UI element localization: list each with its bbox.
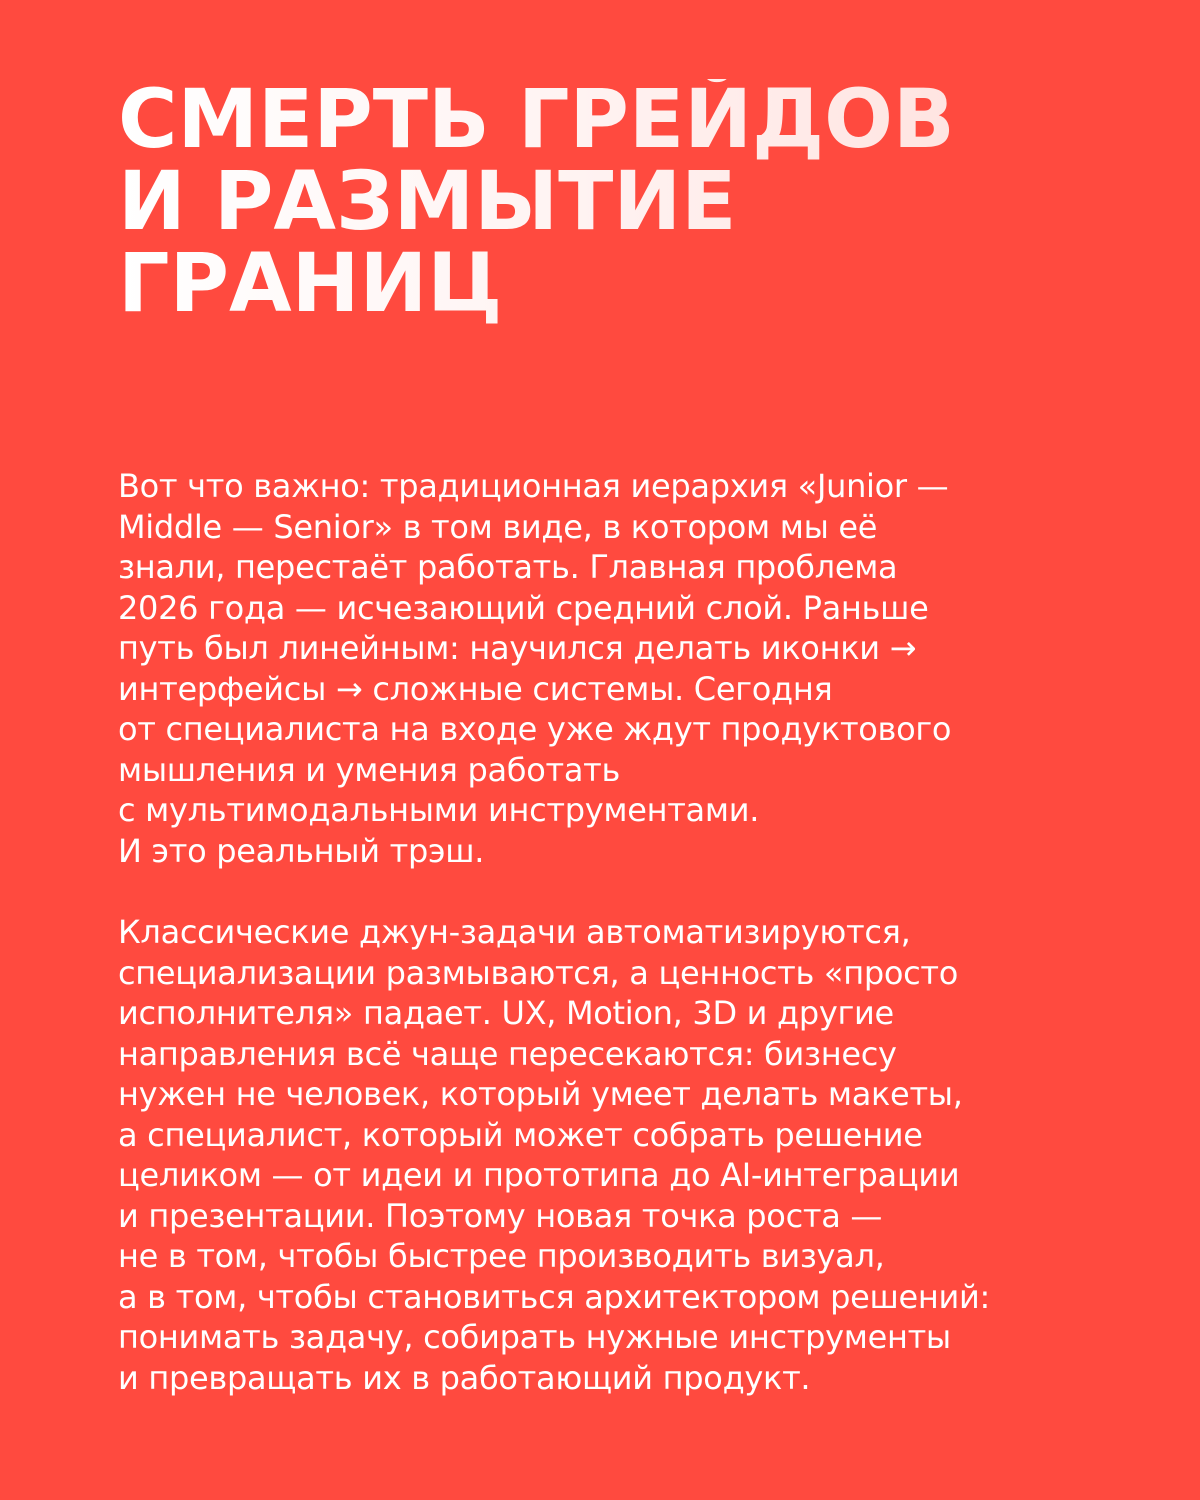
text-line: Middle — Senior» в том виде, в котором мы её — [118, 507, 878, 546]
text-line: и презентации. Поэтому новая точка роста — — [118, 1196, 883, 1235]
text-line: исполнителя» падает. UX, Motion, 3D и другие — [118, 994, 894, 1032]
text-line: направления всё чаще пересекаются: бизнесу — [118, 1034, 897, 1073]
text-line: с мультимодальными инструментами. — [118, 791, 760, 829]
text-line: 2026 года — исчезающий средний слой. Раньше — [118, 588, 929, 627]
text-line: знали, перестаёт работать. Главная проблема — [118, 548, 898, 586]
title-line: СМЕРТЬ ГРЕЙДОВ — [118, 73, 955, 167]
paragraph-2 — [118, 912, 1128, 1398]
text-line: интерфейсы → сложные системы. Сегодня — [118, 669, 833, 708]
text-line: Вот что важно: традиционная иерархия «Junior — — [118, 467, 949, 505]
text-line: целиком — от идеи и прототипа до AI-интеграции — [118, 1156, 960, 1194]
title-line: И РАЗМЫТИЕ — [118, 155, 737, 249]
body-text — [118, 466, 1128, 1398]
text-line: нужен не человек, который умеет делать макеты, — [118, 1075, 963, 1113]
text-line: путь был линейным: научился делать иконки → — [118, 629, 917, 667]
text-line: специализации размываются, а ценность «просто — [118, 953, 959, 992]
text-line: а в том, чтобы становиться архитектором решений: — [118, 1277, 990, 1316]
page-title — [118, 73, 955, 331]
text-line: И это реальный трэш. — [118, 831, 485, 870]
text-line: и превращать их в работающий продукт. — [118, 1358, 811, 1397]
paragraph-1 — [118, 466, 1128, 871]
text-line: а специалист, который может собрать решение — [118, 1115, 923, 1154]
title-line: ГРАНИЦ — [118, 237, 503, 331]
text-line: мышления и умения работать — [118, 750, 621, 789]
text-line: понимать задачу, собирать нужные инструменты — [118, 1318, 951, 1356]
text-line: от специалиста на входе уже ждут продуктового — [118, 710, 952, 748]
text-line: Классические джун-задачи автоматизируются, — [118, 913, 911, 951]
text-line: не в том, чтобы быстрее производить визуал, — [118, 1237, 885, 1275]
